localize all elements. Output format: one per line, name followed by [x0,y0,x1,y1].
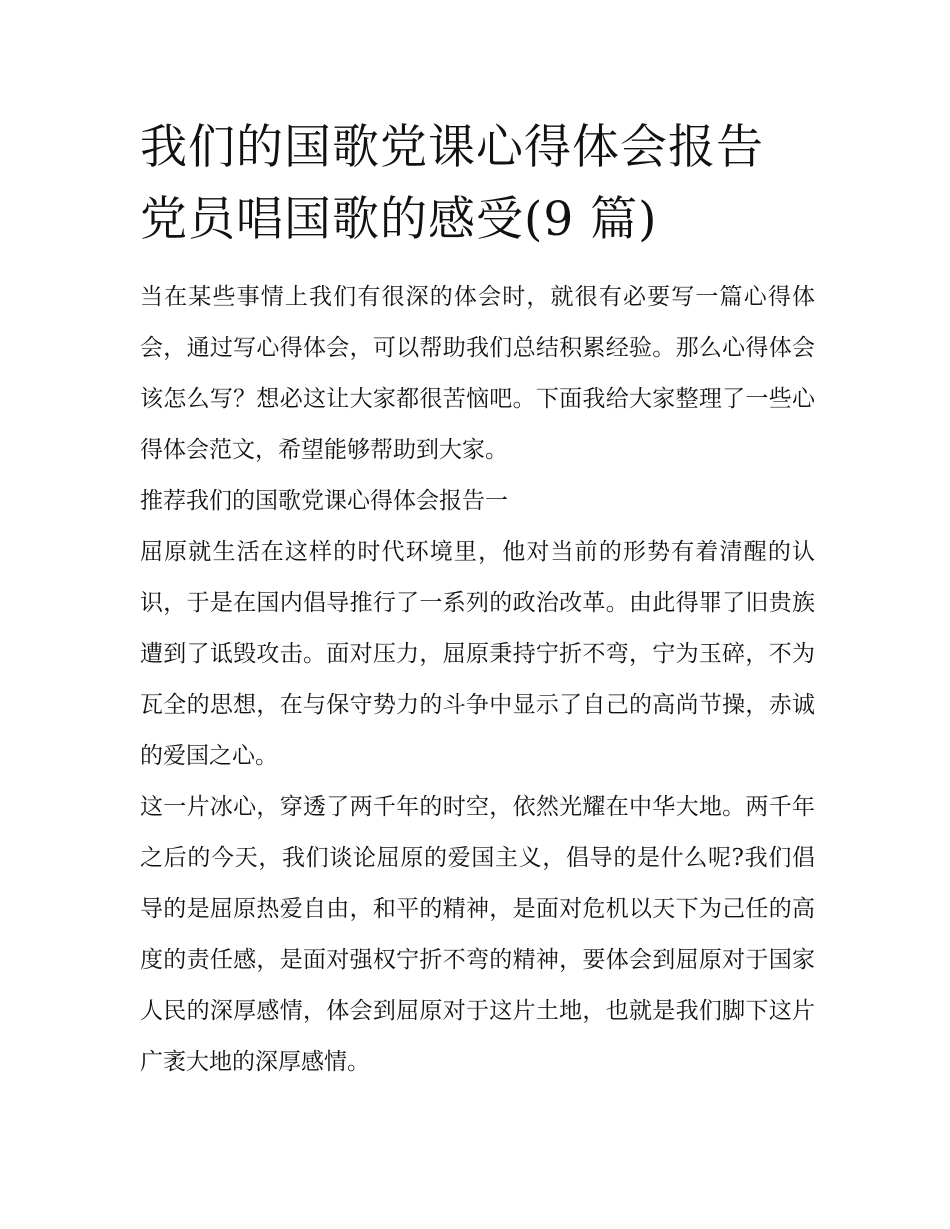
section-heading: 推荐我们的国歌党课心得体会报告一 [140,488,508,514]
document-content [140,112,815,1088]
body-paragraph: 这一片冰心，穿透了两千年的时空，依然光耀在中华大地。两千年之后的今天，我们谈论屈原的爱国主义，倡导的是什么呢?我们倡导的是屈原热爱自由，和平的精神，是面对危机以天下为己任的高度的责任感，是面对强权宁折不弯的精神，要体会到屈原对于国家人民的深厚感情，体会到屈原对于这片土地，也就是我们脚下这片广袤大地的深厚感情。 [140,794,815,1075]
body-paragraph: 屈原就生活在这样的时代环境里，他对当前的形势有着清醒的认识，于是在国内倡导推行了一系列的政治改革。由此得罪了旧贵族遭到了诋毁攻击。面对压力，屈原秉持宁折不弯，宁为玉碎，不为瓦全的思想，在与保守势力的斗争中显示了自己的高尚节操，赤诚的爱国之心。 [140,539,815,769]
intro-paragraph: 当在某些事情上我们有很深的体会时，就很有必要写一篇心得体会，通过写心得体会，可以帮助我们总结积累经验。那么心得体会该怎么写？想必这让大家都很苦恼吧。下面我给大家整理了一些心得体会范文，希望能够帮助到大家。 [140,284,815,463]
title-line-2: 党员唱国歌的感受(9 篇) [140,192,658,247]
document-body [140,272,815,1088]
document-title [140,112,815,256]
title-line-1: 我们的国歌党课心得体会报告 [140,120,764,175]
